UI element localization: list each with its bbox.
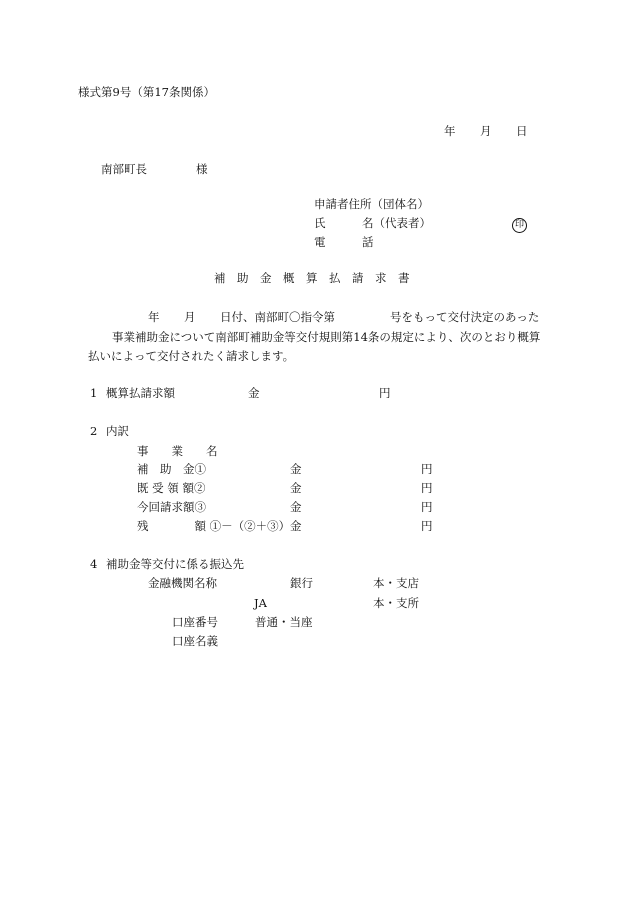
breakdown-en: 円 xyxy=(421,462,433,476)
bank-suffix: 銀行 xyxy=(290,576,313,590)
addressee-honorific: 様 xyxy=(196,162,208,176)
applicant-phone-label-b: 話 xyxy=(362,235,374,249)
breakdown-kin: 金 xyxy=(290,462,302,476)
section1-en: 円 xyxy=(379,386,391,400)
body-line2: 事業補助金について南部町補助金等交付規則第14条の規定により、次のとおり概算 xyxy=(112,330,541,344)
account-name-label: 口座名義 xyxy=(172,634,218,648)
seal-mark xyxy=(512,216,527,233)
breakdown-label: 今回請求額③ xyxy=(137,500,206,514)
date-year: 年 xyxy=(444,124,456,138)
breakdown-en: 円 xyxy=(421,481,433,495)
bank-name-label: 金融機関名称 xyxy=(148,576,217,590)
body-line3: 払いによって交付されたく請求します。 xyxy=(88,349,295,363)
breakdown-kin: 金 xyxy=(290,519,302,533)
section1-label: 概算払請求額 xyxy=(106,386,175,400)
breakdown-label: 既 受 領 額② xyxy=(137,481,206,495)
breakdown-label: 事 業 名 xyxy=(137,444,218,458)
breakdown-label: 補 助 金① xyxy=(137,462,206,476)
breakdown-en: 円 xyxy=(421,500,433,514)
account-number-label: 口座番号 xyxy=(172,615,218,629)
breakdown-kin: 金 xyxy=(290,500,302,514)
body-line1-tail: 号をもって交付決定のあった xyxy=(390,310,540,324)
applicant-address-label: 申請者住所（団体名） xyxy=(314,197,429,211)
applicant-phone-label-a: 電 xyxy=(314,235,326,249)
document-title: 補 助 金 概 算 払 請 求 書 xyxy=(214,271,410,285)
applicant-name-label-b: 名（代表者） xyxy=(362,216,431,230)
branch-suffix-2: 本・支所 xyxy=(373,596,419,610)
account-type: 普通・当座 xyxy=(255,615,313,629)
body-month: 月 xyxy=(184,310,196,324)
breakdown-kin: 金 xyxy=(290,481,302,495)
form-number: 様式第9号（第17条関係） xyxy=(78,85,215,99)
section1-number: 1 xyxy=(90,386,98,400)
section4-number: 4 xyxy=(90,557,98,571)
body-year: 年 xyxy=(148,310,160,324)
addressee-name: 南部町長 xyxy=(101,162,147,176)
branch-suffix-1: 本・支店 xyxy=(373,576,419,590)
ja-label: JA xyxy=(254,596,267,610)
section4-label: 補助金等交付に係る振込先 xyxy=(106,557,244,571)
applicant-name-label-a: 氏 xyxy=(314,216,326,230)
breakdown-label: 残 額 ①－（②＋③） xyxy=(137,519,291,533)
section1-kin: 金 xyxy=(248,386,260,400)
section2-number: 2 xyxy=(90,424,98,438)
section2-label: 内訳 xyxy=(106,424,129,438)
body-line1-rest: 日付、南部町〇指令第 xyxy=(220,310,335,324)
breakdown-en: 円 xyxy=(421,519,433,533)
seal-icon: 印 xyxy=(512,218,527,233)
date-month: 月 xyxy=(480,124,492,138)
date-day: 日 xyxy=(516,124,528,138)
